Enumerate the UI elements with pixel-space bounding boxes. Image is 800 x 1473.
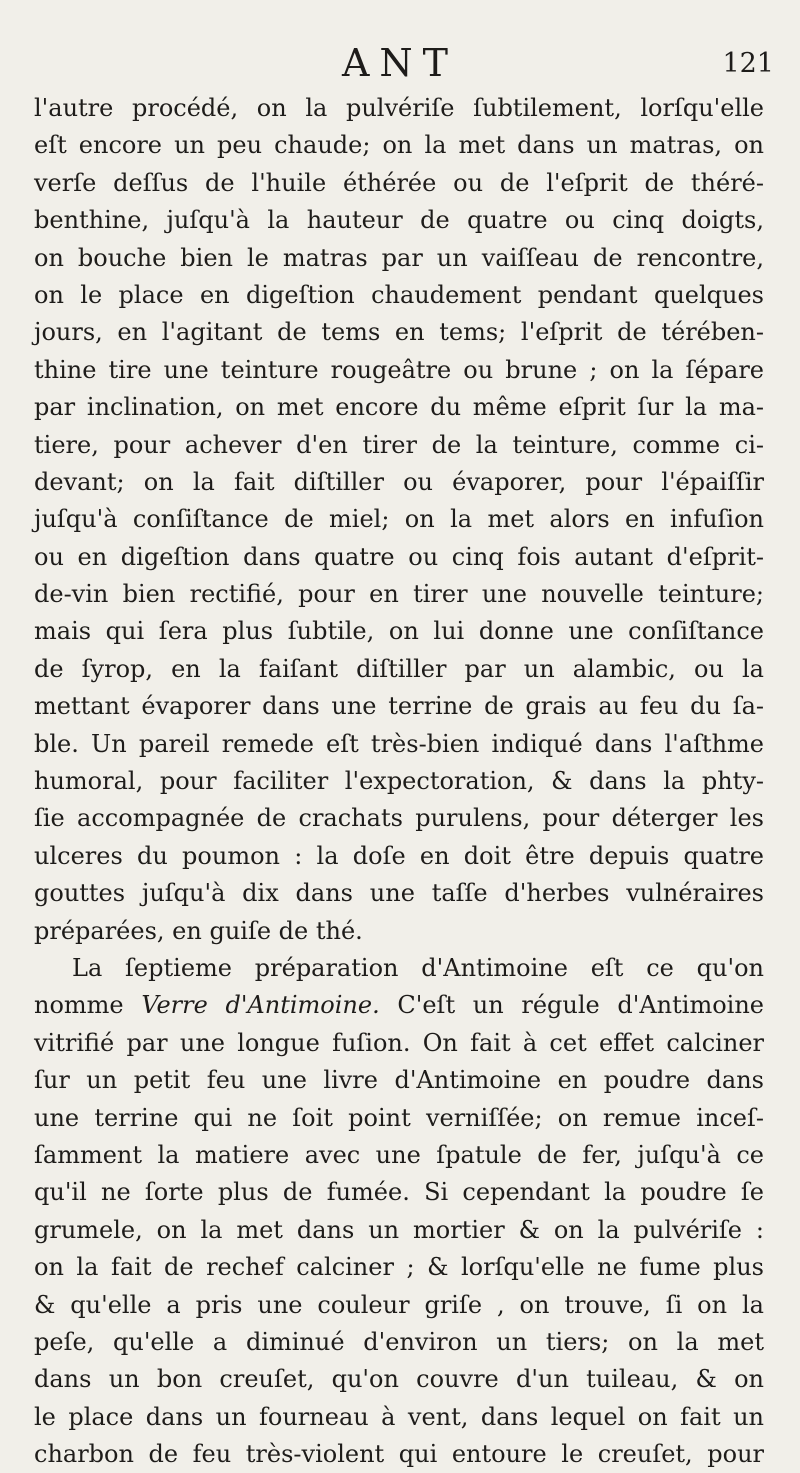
paragraph-1 [34,90,764,950]
text-span: nomme [34,991,142,1020]
italic-term: Verre d'Antimoine. [141,991,380,1020]
text-line: ulceres du poumon : la doſe en doit être depuis quatre [34,841,764,870]
text-line: le place dans un fourneau à vent, dans lequel on fait un [34,1402,764,1431]
text-line: ſamment la matiere avec une ſpatule de fer, juſqu'à ce [34,1140,764,1169]
page-number: 121 [722,48,774,79]
text-line: une terrine qui ne ſoit point verniſſée; on remue inceſ- [34,1103,764,1132]
text-line: grumele, on la met dans un mortier & on la pulvériſe : [34,1215,764,1244]
text-line: verſe deſſus de l'huile éthérée ou de l'eſprit de théré- [34,168,764,197]
text-line: par inclination, on met encore du même eſprit ſur la ma- [34,393,764,422]
text-line: devant; on la fait diſtiller ou évaporer, pour l'épaiſſir [34,467,764,496]
paragraph-2 [34,950,764,1473]
text-line: ſie accompagnée de crachats purulens, pour déterger les [34,804,764,833]
text-line-with-term [34,987,764,1024]
running-header [0,38,800,88]
text-line: jours, en l'agitant de tems en tems; l'eſprit de térében- [34,318,764,347]
text-line: & qu'elle a pris une couleur griſe , on trouve, ſi on la [34,1290,764,1319]
text-line: benthine, juſqu'à la hauteur de quatre ou cinq doigts, [34,206,764,235]
text-line: eſt encore un peu chaude; on la met dans un matras, on [34,131,764,160]
text-line: charbon de feu très-violent qui entoure le creuſet, pour [34,1440,764,1469]
text-line: thine tire une teinture rougeâtre ou brune ; on la ſépare [34,355,764,384]
text-line: on le place en digeſtion chaudement pendant quelques [34,280,764,309]
text-line: juſqu'à conſiſtance de miel; on la met alors en infuſion [34,505,764,534]
text-line: humoral, pour faciliter l'expectoration, & dans la phty- [34,767,764,796]
text-line: dans un bon creuſet, qu'on couvre d'un tuileau, & on [34,1365,764,1394]
text-line: mais qui ſera plus ſubtile, on lui donne une conſiſtance [34,617,764,646]
text-line: ou en digeſtion dans quatre ou cinq fois autant d'eſprit- [34,542,764,571]
text-line: de-vin bien rectifié, pour en tirer une nouvelle teinture; [34,580,764,609]
text-line: de ſyrop, en la faiſant diſtiller par un alambic, ou la [34,654,764,683]
text-line: gouttes juſqu'à dix dans une taſſe d'herbes vulnéraires [34,879,764,908]
text-line: vitrifié par une longue fuſion. On fait à cet effet calciner [34,1028,764,1057]
text-line: peſe, qu'elle a diminué d'environ un tiers; on la met [34,1327,764,1356]
page-body [34,90,764,1473]
text-line: préparées, en guiſe de thé. [34,916,363,945]
text-line: on la fait de rechef calciner ; & lorſqu'elle ne fume plus [34,1253,764,1282]
text-line: qu'il ne ſorte plus de fumée. Si cependant la poudre ſe [34,1178,764,1207]
running-title: ANT [341,41,459,85]
text-line: mettant évaporer dans une terrine de grais au feu du ſa- [34,692,764,721]
text-line: tiere, pour achever d'en tirer de la teinture, comme ci- [34,430,764,459]
text-line: l'autre procédé, on la pulvériſe ſubtilement, lorſqu'elle [34,94,764,122]
text-line: on bouche bien le matras par un vaiſſeau de rencontre, [34,243,764,272]
text-span: C'eſt un régule d'Antimoine [379,991,765,1020]
text-line: ble. Un pareil remede eſt très-bien indiqué dans l'aſthme [34,729,764,758]
text-line: ſur un petit feu une livre d'Antimoine en poudre dans [34,1066,764,1095]
text-line: La ſeptieme préparation d'Antimoine eſt ce qu'on [72,953,764,982]
